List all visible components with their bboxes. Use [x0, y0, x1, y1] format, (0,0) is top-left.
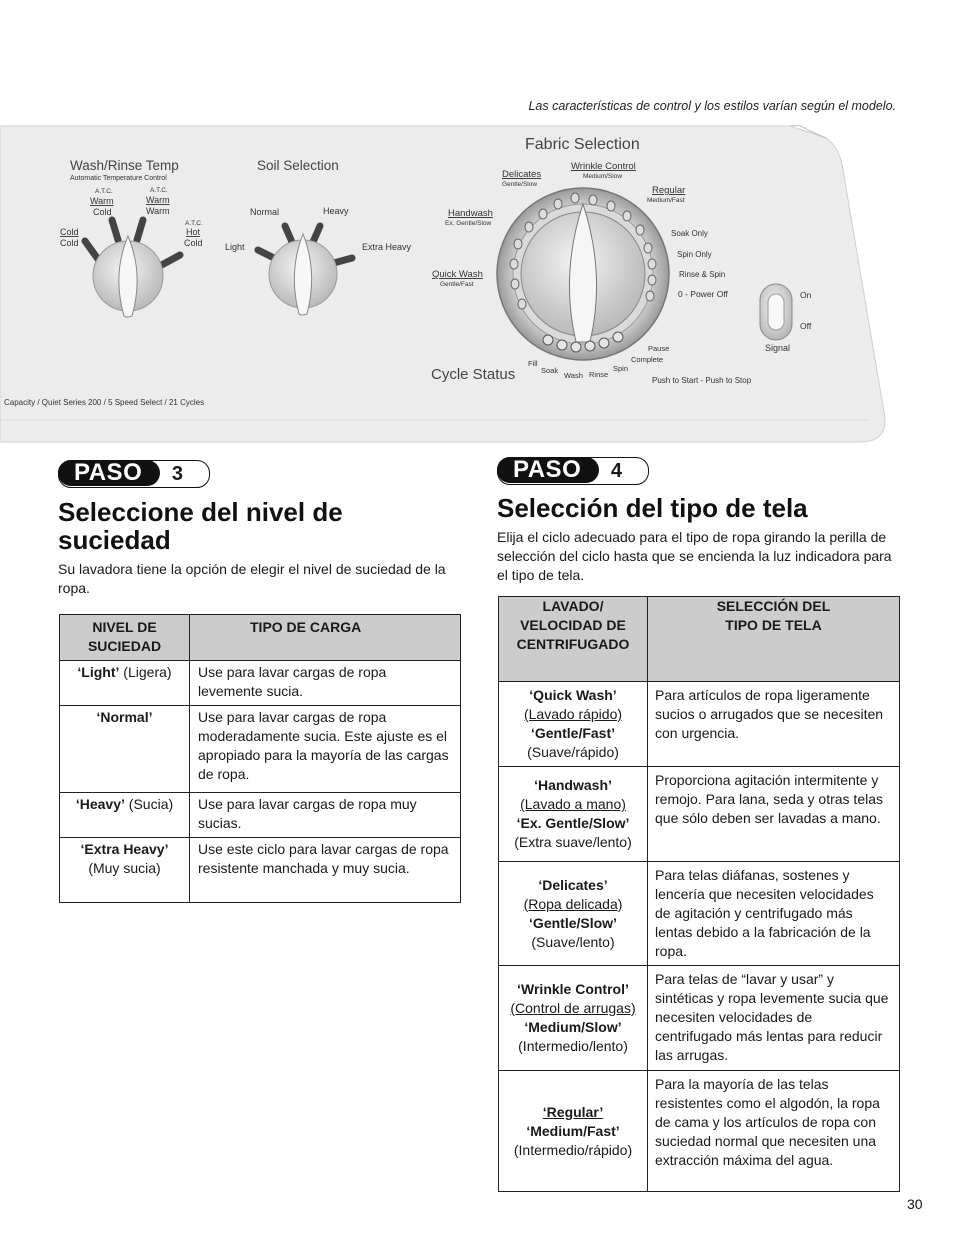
step4-number: 4 [610, 460, 622, 482]
step3-number: 3 [171, 463, 183, 485]
soil-level-table [59, 614, 461, 903]
soil-col-load: TIPO DE CARGA [190, 615, 461, 661]
table-row: ‘Wrinkle Control’ (Control de arrugas) ‘Medium/Slow’ (Intermedio/lento) Para telas de “lavar y usar” y sintéticas y ropa levemente sucia que necesiten velocidades de centrifugado más lentas para reducir las arrugas. [499, 966, 900, 1071]
svg-text:Delicates: Delicates [502, 169, 542, 180]
step4-badge [497, 457, 649, 485]
svg-text:Fill: Fill [528, 359, 538, 368]
signal-switch [760, 284, 792, 340]
svg-text:Wash: Wash [564, 371, 583, 380]
push-start-text: Push to Start - Push to Stop [652, 376, 752, 385]
step4-paso: PASO [497, 457, 599, 483]
svg-text:Gentle/Fast: Gentle/Fast [440, 281, 474, 288]
svg-text:On: On [800, 290, 812, 300]
svg-text:Light: Light [225, 242, 245, 252]
page-number: 30 [907, 1196, 923, 1212]
svg-text:Regular: Regular [652, 185, 686, 196]
table-row: ‘Regular’ ‘Medium/Fast’ (Intermedio/rápido) Para la mayoría de las telas resistentes como el algodón, la ropa de cama y los artículos de ropa con suciedad normal que necesiten una extracción máxima del agua. [499, 1071, 900, 1192]
svg-text:Complete: Complete [631, 355, 664, 364]
table-row: ‘Normal’ Use para lavar cargas de ropa moderadamente sucia. Este ajuste es el apropiado para la mayoría de las cargas de ropa. [60, 706, 461, 793]
svg-text:Spin: Spin [613, 364, 629, 373]
table-row: ‘Handwash’ (Lavado a mano) ‘Ex. Gentle/Slow’ (Extra suave/lento) Proporciona agitación intermitente y remojo. Para lana, seda y otras telas que sólo deben ser lavadas a mano. [499, 767, 900, 862]
svg-text:Ex. Gentle/Slow: Ex. Gentle/Slow [445, 220, 492, 227]
table-row: ‘Extra Heavy’ (Muy sucia) Use este ciclo para lavar cargas de ropa resistente manchada y muy sucia. [60, 838, 461, 903]
fabric-title: Fabric Selection [525, 136, 640, 153]
svg-text:Extra Heavy: Extra Heavy [362, 242, 412, 252]
table-row: ‘Quick Wash’ (Lavado rápido) ‘Gentle/Fast’ (Suave/rápido) Para artículos de ropa ligeramente sucios o arrugados que se necesiten con urgencia. [499, 682, 900, 767]
svg-text:Hot: Hot [186, 227, 201, 237]
svg-text:Warm: Warm [146, 206, 170, 216]
step3-badge [58, 460, 210, 488]
control-panel-illustration [0, 124, 954, 454]
svg-text:Normal: Normal [250, 207, 280, 217]
svg-text:Quick Wash: Quick Wash [432, 269, 483, 280]
step3-intro: Su lavadora tiene la opción de elegir el nivel de suciedad de la ropa. [58, 561, 446, 596]
svg-text:Cold: Cold [184, 238, 203, 248]
table-row: ‘Delicates’ (Ropa delicada) ‘Gentle/Slow’ (Suave/lento) Para telas diáfanas, sostenes y lencería que necesiten velocidades de agitación y centrifugado más lentas debido a la fabricación de la ropa. [499, 862, 900, 966]
step4-intro: Elija el ciclo adecuado para el tipo de ropa girando la perilla de selección del ciclo hasta que se encienda la luz indicadora para el tipo de tela. [497, 529, 892, 583]
svg-text:Spin Only: Spin Only [677, 250, 712, 259]
svg-text:Wrinkle Control: Wrinkle Control [571, 161, 636, 172]
svg-text:0 - Power Off: 0 - Power Off [678, 289, 728, 299]
svg-text:Heavy: Heavy [323, 206, 349, 216]
svg-text:Soak: Soak [541, 366, 559, 375]
svg-text:Off: Off [800, 321, 812, 331]
svg-text:Medium/Fast: Medium/Fast [647, 197, 685, 204]
svg-text:Warm: Warm [146, 195, 170, 205]
svg-text:A.T.C.: A.T.C. [150, 187, 168, 194]
svg-text:Pause: Pause [648, 344, 670, 353]
fabric-col-wash: LAVADO/ VELOCIDAD DE CENTRIFUGADO [499, 597, 648, 682]
svg-text:Cold: Cold [60, 238, 79, 248]
svg-text:Gentle/Slow: Gentle/Slow [502, 181, 538, 188]
step4-title: Selección del tipo de tela [497, 493, 808, 523]
svg-text:Warm: Warm [90, 196, 114, 206]
svg-text:Cold: Cold [60, 227, 79, 237]
soil-col-level: NIVEL DE SUCIEDAD [60, 615, 190, 661]
svg-text:Soak Only: Soak Only [671, 229, 708, 238]
table-row: ‘Light’ (Ligera) Use para lavar cargas de ropa levemente sucia. [60, 661, 461, 706]
wash-temp-subtitle: Automatic Temperature Control [70, 175, 167, 182]
cycle-dial [497, 188, 669, 360]
step3-paso: PASO [58, 460, 160, 486]
step3-title: Seleccione del nivel de suciedad [58, 497, 343, 555]
signal-label: Signal [765, 343, 791, 353]
svg-text:Rinse & Spin: Rinse & Spin [679, 270, 726, 279]
soil-title: Soil Selection [257, 158, 339, 173]
svg-text:Medium/Slow: Medium/Slow [583, 173, 623, 180]
fabric-table [498, 596, 900, 1192]
capacity-text: Capacity / Quiet Series 200 / 5 Speed Select / 21 Cycles [4, 398, 205, 407]
model-note: Las características de control y los estilos varían según el modelo. [528, 99, 896, 113]
svg-text:Cold: Cold [93, 207, 112, 217]
svg-text:Rinse: Rinse [589, 370, 609, 379]
fabric-col-selection: SELECCIÓN DEL TIPO DE TELA [648, 597, 900, 682]
wash-temp-title: Wash/Rinse Temp [70, 158, 179, 173]
table-row: ‘Heavy’ (Sucia) Use para lavar cargas de ropa muy sucias. [60, 793, 461, 838]
cycle-status-title: Cycle Status [431, 366, 516, 383]
svg-text:A.T.C.: A.T.C. [185, 220, 203, 227]
svg-text:A.T.C.: A.T.C. [95, 188, 113, 195]
svg-text:Handwash: Handwash [448, 208, 493, 219]
